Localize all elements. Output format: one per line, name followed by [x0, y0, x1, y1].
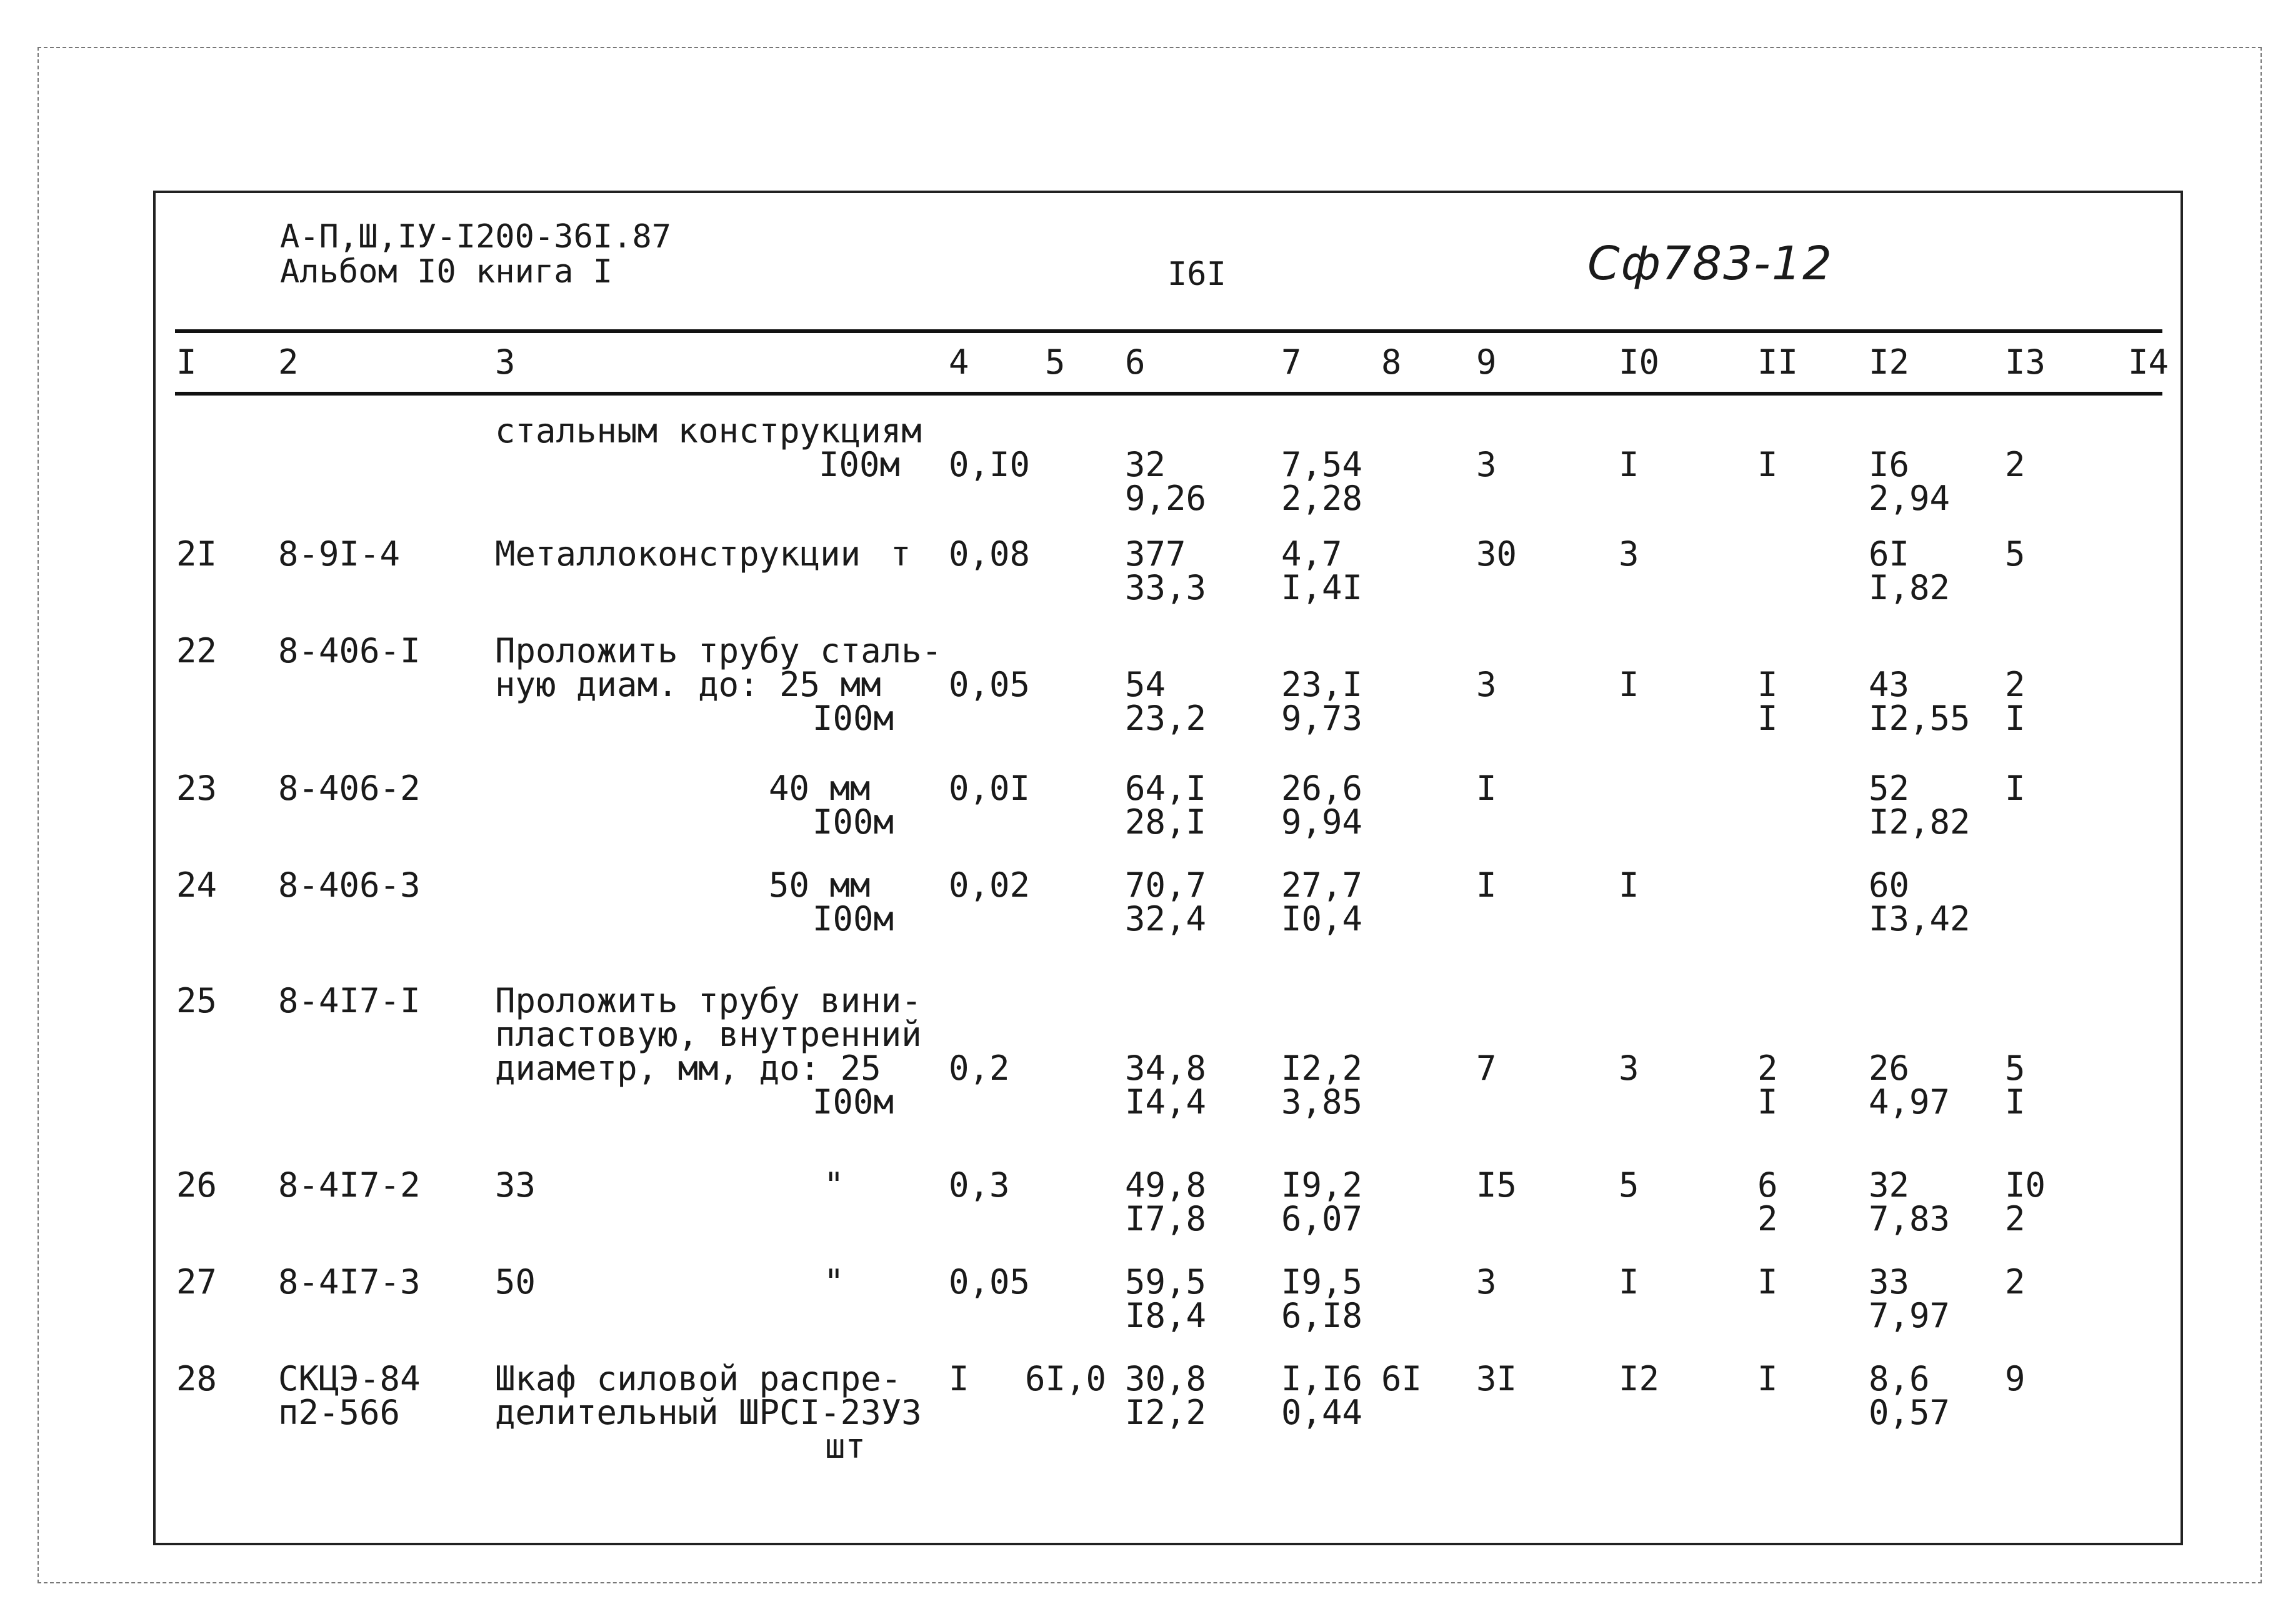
cell-col13: 2 — [2005, 665, 2026, 704]
row-description: Проложить трубу вини- — [495, 981, 922, 1020]
cell-col11: I — [1757, 445, 1778, 484]
cell-col7: I0,4 — [1281, 899, 1363, 939]
cell-col13: 9 — [2005, 1359, 2026, 1398]
cell-col10: I — [1619, 665, 1639, 704]
cell-col11: I — [1757, 1082, 1778, 1122]
row-unit: I00м — [812, 1082, 894, 1122]
cell-col7: I9,2 — [1281, 1165, 1363, 1205]
cell-col7: I,I6 — [1281, 1359, 1363, 1398]
cell-col11: I — [1757, 699, 1778, 738]
cell-col10: I — [1619, 445, 1639, 484]
column-number-7: 7 — [1281, 342, 1302, 382]
cell-col4: I — [949, 1359, 969, 1398]
cell-col13: 2 — [2005, 1199, 2026, 1238]
cell-col12: I,82 — [1869, 568, 1951, 607]
row-code: 8-406-2 — [278, 769, 421, 808]
cell-col12: 43 — [1869, 665, 1910, 704]
cell-col10: 5 — [1619, 1165, 1639, 1205]
row-number: 25 — [176, 981, 217, 1020]
column-number-6: 6 — [1125, 342, 1146, 382]
cell-col4: 0,0I — [949, 769, 1031, 808]
column-number-4: 4 — [949, 342, 969, 382]
cell-col10: I — [1619, 865, 1639, 905]
cell-col12: 7,83 — [1869, 1199, 1951, 1238]
cell-col4: 0,08 — [949, 534, 1031, 574]
cell-col7: 3,85 — [1281, 1082, 1363, 1122]
column-number-11: II — [1757, 342, 1799, 382]
column-number-12: I2 — [1869, 342, 1910, 382]
row-code: 8-406-3 — [278, 865, 421, 905]
row-description: пластовую, внутренний — [495, 1015, 922, 1054]
row-description: ную диам. до: 25 мм — [495, 665, 881, 704]
cell-col13: 5 — [2005, 534, 2026, 574]
row-description: Шкаф силовой распре- — [495, 1359, 902, 1398]
row-unit: I00м — [812, 802, 894, 842]
cell-col13: I — [2005, 769, 2026, 808]
row-description: диаметр, мм, до: 25 — [495, 1049, 881, 1088]
cell-col6: 32 — [1125, 445, 1166, 484]
cell-col9: 3 — [1476, 445, 1497, 484]
row-code: 8-4I7-2 — [278, 1165, 421, 1205]
cell-col12: 33 — [1869, 1262, 1910, 1302]
cell-col7: 26,6 — [1281, 769, 1363, 808]
row-unit: т — [891, 534, 911, 574]
cell-col11: 2 — [1757, 1049, 1778, 1088]
row-description: Проложить трубу сталь- — [495, 631, 942, 670]
cell-col4: 0,05 — [949, 1262, 1031, 1302]
cell-col4: 0,3 — [949, 1165, 1010, 1205]
cell-col7: 9,73 — [1281, 699, 1363, 738]
cell-col12: I6 — [1869, 445, 1910, 484]
row-description: стальным конструкциям — [495, 411, 922, 451]
cell-col10: I — [1619, 1262, 1639, 1302]
row-description: делительный ШРСI-23УЗ — [495, 1393, 922, 1432]
cell-col13: 2 — [2005, 1262, 2026, 1302]
cell-col7: 6,07 — [1281, 1199, 1363, 1238]
row-unit: " — [824, 1165, 844, 1205]
cell-col6: 28,I — [1125, 802, 1207, 842]
page-number: I6I — [1167, 256, 1226, 293]
cell-col4: 0,2 — [949, 1049, 1010, 1088]
row-code: 8-9I-4 — [278, 534, 401, 574]
cell-col9: I5 — [1476, 1165, 1517, 1205]
column-number-10: I0 — [1619, 342, 1660, 382]
cell-col12: 6I — [1869, 534, 1910, 574]
cell-col6: 54 — [1125, 665, 1166, 704]
cell-col7: I2,2 — [1281, 1049, 1363, 1088]
cell-col9: 30 — [1476, 534, 1517, 574]
cell-col6: 32,4 — [1125, 899, 1207, 939]
column-number-2: 2 — [278, 342, 299, 382]
column-number-9: 9 — [1476, 342, 1497, 382]
cell-col6: 70,7 — [1125, 865, 1207, 905]
cell-col7: 4,7 — [1281, 534, 1342, 574]
cell-col6: 377 — [1125, 534, 1186, 574]
cell-col6: 30,8 — [1125, 1359, 1207, 1398]
cell-col12: I3,42 — [1869, 899, 1971, 939]
cell-col10: 3 — [1619, 534, 1639, 574]
cell-col9: I — [1476, 769, 1497, 808]
cell-col13: I0 — [2005, 1165, 2046, 1205]
cell-col13: I — [2005, 699, 2026, 738]
cell-col6: I8,4 — [1125, 1296, 1207, 1335]
row-description: Металлоконструкции — [495, 534, 861, 574]
row-code: 8-4I7-I — [278, 981, 421, 1020]
cell-col4: 0,05 — [949, 665, 1031, 704]
cell-col4: 0,02 — [949, 865, 1031, 905]
row-number: 27 — [176, 1262, 217, 1302]
row-unit: шт — [825, 1427, 866, 1466]
row-unit: I00м — [812, 699, 894, 738]
cell-col11: 2 — [1757, 1199, 1778, 1238]
cell-col6: 9,26 — [1125, 479, 1207, 518]
row-code: СКЦЭ-84 — [278, 1359, 421, 1398]
cell-col6: 64,I — [1125, 769, 1207, 808]
cell-col6: I7,8 — [1125, 1199, 1207, 1238]
cell-col10: 3 — [1619, 1049, 1639, 1088]
cell-col7: 6,I8 — [1281, 1296, 1363, 1335]
row-number: 24 — [176, 865, 217, 905]
cell-col11: 6 — [1757, 1165, 1778, 1205]
album-label: Альбом I0 книга I — [280, 253, 613, 291]
row-description: 50 мм — [769, 865, 871, 905]
cell-col12: 60 — [1869, 865, 1910, 905]
cell-col6: I2,2 — [1125, 1393, 1207, 1432]
cell-col9: 3 — [1476, 665, 1497, 704]
cell-col12: 32 — [1869, 1165, 1910, 1205]
cell-col11: I — [1757, 1262, 1778, 1302]
cell-col8: 6I — [1381, 1359, 1422, 1398]
cell-col9: 3I — [1476, 1359, 1517, 1398]
cell-col7: 7,54 — [1281, 445, 1363, 484]
column-number-1: I — [176, 342, 197, 382]
cell-col7: 23,I — [1281, 665, 1363, 704]
cell-col7: I,4I — [1281, 568, 1363, 607]
row-number: 28 — [176, 1359, 217, 1398]
cell-col4: 0,I0 — [949, 445, 1031, 484]
row-code: п2-566 — [278, 1393, 401, 1432]
cell-col11: I — [1757, 665, 1778, 704]
cell-col6: 33,3 — [1125, 568, 1207, 607]
cell-col12: I2,55 — [1869, 699, 1971, 738]
column-number-5: 5 — [1045, 342, 1066, 382]
header-rule-bottom — [175, 392, 2162, 396]
cell-col7: 0,44 — [1281, 1393, 1363, 1432]
cell-col6: I4,4 — [1125, 1082, 1207, 1122]
row-number: 26 — [176, 1165, 217, 1205]
row-unit: " — [824, 1262, 844, 1302]
cell-col13: 5 — [2005, 1049, 2026, 1088]
cell-col7: 9,94 — [1281, 802, 1363, 842]
row-unit: I00м — [819, 445, 901, 484]
cell-col9: 3 — [1476, 1262, 1497, 1302]
column-number-13: I3 — [2005, 342, 2046, 382]
column-number-8: 8 — [1381, 342, 1402, 382]
row-code: 8-406-I — [278, 631, 421, 670]
cell-col12: 0,57 — [1869, 1393, 1951, 1432]
cell-col7: 27,7 — [1281, 865, 1363, 905]
cell-col12: I2,82 — [1869, 802, 1971, 842]
cell-col12: 8,6 — [1869, 1359, 1930, 1398]
row-description: 33 — [495, 1165, 536, 1205]
row-description: 40 мм — [769, 769, 871, 808]
cell-col13: 2 — [2005, 445, 2026, 484]
row-number: 23 — [176, 769, 217, 808]
row-number: 22 — [176, 631, 217, 670]
cell-col12: 26 — [1869, 1049, 1910, 1088]
cell-col12: 52 — [1869, 769, 1910, 808]
column-number-3: 3 — [495, 342, 516, 382]
cell-col11: I — [1757, 1359, 1778, 1398]
cell-col6: 59,5 — [1125, 1262, 1207, 1302]
cell-col10: I2 — [1619, 1359, 1660, 1398]
cell-col12: 4,97 — [1869, 1082, 1951, 1122]
cell-col5: 6I,0 — [1025, 1359, 1107, 1398]
header-rule-top — [175, 329, 2162, 333]
cell-col6: 23,2 — [1125, 699, 1207, 738]
sheet-stamp: Сф783-12 — [1587, 237, 1834, 291]
doc-code: А-П,Ш,IУ-I200-36I.87 — [280, 218, 672, 256]
column-number-14: I4 — [2128, 342, 2169, 382]
cell-col7: 2,28 — [1281, 479, 1363, 518]
row-code: 8-4I7-3 — [278, 1262, 421, 1302]
cell-col9: I — [1476, 865, 1497, 905]
cell-col12: 7,97 — [1869, 1296, 1951, 1335]
row-number: 2I — [176, 534, 217, 574]
cell-col12: 2,94 — [1869, 479, 1951, 518]
cell-col6: 34,8 — [1125, 1049, 1207, 1088]
cell-col13: I — [2005, 1082, 2026, 1122]
cell-col9: 7 — [1476, 1049, 1497, 1088]
cell-col6: 49,8 — [1125, 1165, 1207, 1205]
row-description: 50 — [495, 1262, 536, 1302]
cell-col7: I9,5 — [1281, 1262, 1363, 1302]
row-unit: I00м — [812, 899, 894, 939]
